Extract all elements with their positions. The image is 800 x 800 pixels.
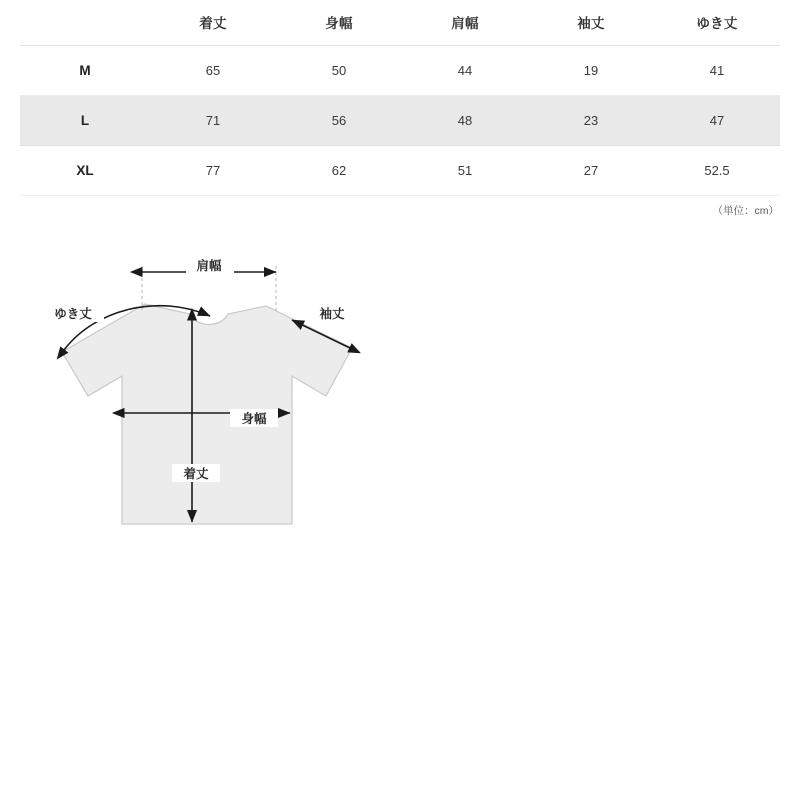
- column-header-yukitake: ゆき丈: [654, 0, 780, 46]
- label-chest: 身幅: [241, 412, 267, 426]
- cell-katahaba: 48: [402, 96, 528, 146]
- cell-kitake: 77: [150, 146, 276, 196]
- table-row: [20, 146, 780, 196]
- cell-sodetake: 19: [528, 46, 654, 96]
- label-body-length: 着丈: [183, 467, 209, 481]
- column-header-kitake: 着丈: [150, 0, 276, 46]
- label-yukitake: ゆき丈: [54, 307, 92, 321]
- cell-yukitake: 47: [654, 96, 780, 146]
- column-header-katahaba: 肩幅: [402, 0, 528, 46]
- table-header-row: [20, 0, 780, 46]
- row-size-label: XL: [20, 146, 150, 196]
- cell-yukitake: 52.5: [654, 146, 780, 196]
- cell-katahaba: 44: [402, 46, 528, 96]
- label-sleeve: 袖丈: [319, 307, 345, 321]
- cell-mihaba: 50: [276, 46, 402, 96]
- unit-note: （単位：cm）: [712, 205, 779, 217]
- label-shoulder: 肩幅: [196, 259, 222, 273]
- column-header-sodetake: 袖丈: [528, 0, 654, 46]
- row-size-label: L: [20, 96, 150, 146]
- cell-yukitake: 41: [654, 46, 780, 96]
- size-table: [20, 0, 780, 196]
- column-header-mihaba: 身幅: [276, 0, 402, 46]
- table-row: [20, 46, 780, 96]
- cell-sodetake: 27: [528, 146, 654, 196]
- size-table-body: [20, 46, 780, 196]
- cell-mihaba: 56: [276, 96, 402, 146]
- dimension-shoulder: [142, 257, 276, 274]
- table-row: [20, 96, 780, 146]
- cell-kitake: 65: [150, 46, 276, 96]
- cell-katahaba: 51: [402, 146, 528, 196]
- cell-sodetake: 23: [528, 96, 654, 146]
- measurement-diagram: [0, 224, 800, 624]
- table-corner-header: [20, 0, 150, 46]
- row-size-label: M: [20, 46, 150, 96]
- size-table-header: [20, 0, 780, 46]
- tshirt-diagram-svg: [0, 224, 800, 624]
- cell-mihaba: 62: [276, 146, 402, 196]
- cell-kitake: 71: [150, 96, 276, 146]
- tshirt-shape: [62, 304, 352, 524]
